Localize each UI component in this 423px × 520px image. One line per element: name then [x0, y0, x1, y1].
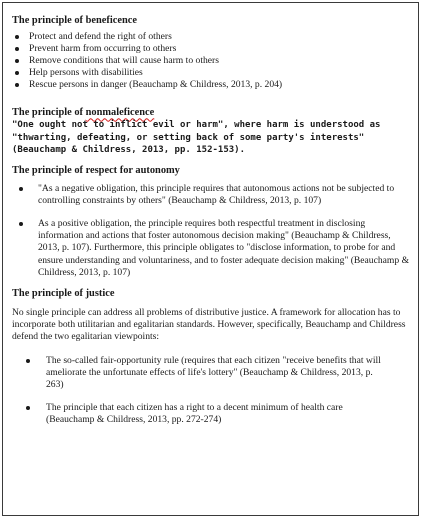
- autonomy-list: [12, 183, 410, 279]
- beneficence-list: [12, 31, 410, 91]
- list-item: Prevent harm from occurring to others: [12, 43, 410, 55]
- nonmaleficence-heading-prefix: The principle of: [12, 107, 86, 119]
- beneficence-heading: The principle of beneficence: [12, 15, 137, 26]
- justice-paragraph: No single principle can address all problems of distributive justice. A framework for allocation has to incorporate both utilitarian and egalitarian standards. However, specifically, Beauchamp and Childress defend the two egalitarian viewpoints:: [12, 306, 406, 342]
- list-item: "As a negative obligation, this principle requires that autonomous actions not be subjected to controlling constraints by others" (Beauchamp & Childress, 2013, p. 107): [12, 183, 410, 207]
- list-item: Protect and defend the right of others: [12, 31, 410, 43]
- list-item: As a positive obligation, the principle requires both respectful treatment in disclosing information and actions that foster autonomous decision making" (Beauchamp & Childress, 2013, p. 107). Furthermore, this principle obligates to "disclose information, to probe for and ensure understanding and voluntariness, and to foster adequate decision making" (Beauchamp & Childress, 2013, p. 107): [12, 218, 410, 278]
- justice-heading: The principle of justice: [12, 287, 115, 299]
- list-item: Help persons with disabilities: [12, 67, 410, 79]
- nonmaleficence-heading: [12, 106, 410, 119]
- list-item: The principle that each citizen has a right to a decent minimum of health care (Beauchamp & Childress, 2013, pp. 272-274): [12, 402, 386, 426]
- document-body: [12, 14, 410, 426]
- list-item: Rescue persons in danger (Beauchamp & Childress, 2013, p. 204): [12, 79, 410, 91]
- nonmaleficence-quote: "One ought not to inflict evil or harm", where harm is understood as "thwarting, defeating, or setting back of some party's interests" (Beauchamp & Childress, 2013, pp. 152-153).: [12, 120, 381, 155]
- list-item: Remove conditions that will cause harm to others: [12, 55, 410, 67]
- nonmaleficence-heading-word: nonmaleficence: [85, 107, 155, 119]
- justice-list: [12, 355, 410, 426]
- list-item: The so-called fair-opportunity rule (requires that each citizen "receive benefits that will ameliorate the unfortunate effects of life's lottery" (Beauchamp & Childress, 2013, p. 263): [12, 355, 386, 391]
- autonomy-heading: The principle of respect for autonomy: [12, 165, 180, 177]
